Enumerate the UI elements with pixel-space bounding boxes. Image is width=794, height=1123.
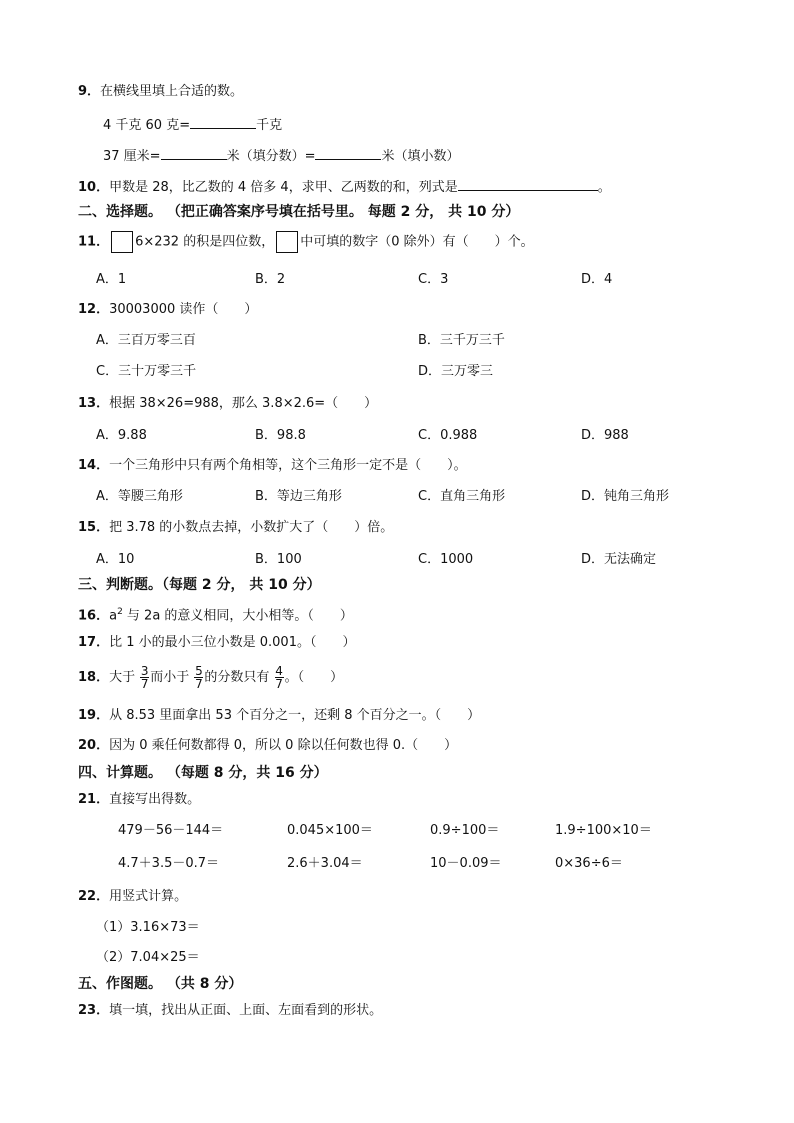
calc-item: （2）7.04×25＝ bbox=[96, 950, 200, 965]
question-number: 15． bbox=[78, 520, 110, 535]
numerator: 3 bbox=[140, 664, 149, 678]
question-text: 一个三角形中只有两个角相等，这个三角形一定不是（ ）。 bbox=[109, 458, 467, 473]
option-c[interactable]: C．三十万零三千 bbox=[96, 364, 197, 379]
answer-blank[interactable] bbox=[458, 176, 598, 191]
question-text: 因为 0 乘任何数都得 0，所以 0 除以任何数也得 0.（ ） bbox=[109, 738, 458, 753]
calc-item: 2.6＋3.04＝ bbox=[287, 856, 363, 871]
question-14 bbox=[78, 457, 467, 475]
denominator: 7 bbox=[275, 677, 283, 691]
option-a[interactable]: A．等腰三角形 bbox=[96, 489, 183, 504]
section-4-heading: 四、计算题。 （每题 8 分，共 16 分） bbox=[78, 765, 328, 781]
question-text: 。 bbox=[597, 180, 611, 195]
calc-item: 0.9÷100＝ bbox=[430, 823, 500, 838]
question-text: 直接写出得数。 bbox=[109, 792, 201, 807]
question-21 bbox=[78, 791, 200, 809]
option-a[interactable]: A．三百万零三百 bbox=[96, 333, 196, 348]
question-text: 与 2a 的意义相同，大小相等。（ ） bbox=[122, 608, 353, 624]
question-9 bbox=[78, 83, 243, 101]
question-number: 20． bbox=[78, 738, 110, 753]
option-b[interactable]: B．2 bbox=[255, 272, 286, 287]
question-12 bbox=[78, 301, 257, 319]
calc-item: 1.9÷100×10＝ bbox=[555, 823, 652, 838]
question-text: 根据 38×26=988，那么 3.8×2.6=（ ） bbox=[109, 396, 378, 411]
question-text: 大于 bbox=[109, 670, 136, 685]
section-5-heading: 五、作图题。 （共 8 分） bbox=[78, 976, 243, 992]
calc-item: 0×36÷6＝ bbox=[555, 856, 623, 871]
answer-blank[interactable] bbox=[161, 145, 227, 160]
question-13 bbox=[78, 395, 377, 413]
fraction bbox=[275, 665, 284, 690]
option-b[interactable]: B．98.8 bbox=[255, 428, 306, 443]
option-d[interactable]: D．无法确定 bbox=[581, 552, 657, 567]
option-c[interactable]: C．0.988 bbox=[418, 428, 478, 443]
question-23 bbox=[78, 1002, 382, 1020]
answer-box[interactable] bbox=[276, 231, 298, 253]
calc-item: 10－0.09＝ bbox=[430, 856, 502, 871]
question-number: 19． bbox=[78, 708, 110, 723]
fill-text: 37 厘米= bbox=[103, 149, 161, 164]
question-text: 中可填的数字（0 除外）有（ ）个。 bbox=[300, 234, 534, 250]
option-a[interactable]: A．9.88 bbox=[96, 428, 147, 443]
question-number: 11． bbox=[78, 234, 110, 250]
question-text: 而小于 bbox=[150, 670, 190, 685]
option-a[interactable]: A．1 bbox=[96, 272, 127, 287]
denominator: 7 bbox=[195, 677, 203, 691]
question-19 bbox=[78, 707, 480, 725]
answer-box[interactable] bbox=[111, 231, 133, 253]
question-20 bbox=[78, 737, 457, 755]
question-number: 18． bbox=[78, 670, 110, 685]
option-d[interactable]: D．4 bbox=[581, 272, 613, 287]
calc-item: 0.045×100＝ bbox=[287, 823, 373, 838]
question-text: 从 8.53 里面拿出 53 个百分之一，还剩 8 个百分之一。（ ） bbox=[109, 708, 481, 723]
question-number: 12． bbox=[78, 302, 110, 317]
question-number: 9． bbox=[78, 84, 101, 99]
denominator: 7 bbox=[140, 677, 149, 691]
option-d[interactable]: D．988 bbox=[581, 428, 629, 443]
option-b[interactable]: B．100 bbox=[255, 552, 302, 567]
answer-blank[interactable] bbox=[315, 145, 381, 160]
question-number: 13． bbox=[78, 396, 110, 411]
question-number: 16． bbox=[78, 608, 110, 624]
calc-item: 479－56－144＝ bbox=[118, 823, 224, 838]
question-number: 23． bbox=[78, 1003, 110, 1018]
question-15 bbox=[78, 519, 393, 537]
fill-text: 4 千克 60 克= bbox=[103, 118, 191, 133]
calc-item: 4.7＋3.5－0.7＝ bbox=[118, 856, 220, 871]
fill-text: 米（填小数） bbox=[381, 149, 460, 164]
variable: a bbox=[109, 608, 118, 624]
question-text: 6×232 的积是四位数， bbox=[135, 234, 275, 250]
option-d[interactable]: D．三万零三 bbox=[418, 364, 494, 379]
numerator: 4 bbox=[275, 664, 283, 678]
question-9-line-1 bbox=[103, 114, 282, 135]
question-9-line-2 bbox=[103, 145, 460, 166]
question-text: 填一填，找出从正面、上面、左面看到的形状。 bbox=[109, 1003, 383, 1018]
question-16 bbox=[78, 603, 353, 625]
question-number: 10． bbox=[78, 180, 110, 195]
question-11 bbox=[78, 231, 534, 253]
option-b[interactable]: B．等边三角形 bbox=[255, 489, 342, 504]
fraction bbox=[140, 665, 149, 690]
section-2-heading: 二、选择题。 （把正确答案序号填在括号里。 每题 2 分， 共 10 分） bbox=[78, 204, 520, 220]
question-text: 。（ ） bbox=[284, 670, 344, 685]
answer-blank[interactable] bbox=[190, 114, 256, 129]
question-text: 把 3.78 的小数点去掉，小数扩大了（ ）倍。 bbox=[109, 520, 394, 535]
question-18 bbox=[78, 662, 343, 694]
option-c[interactable]: C．1000 bbox=[418, 552, 474, 567]
option-b[interactable]: B．三千万三千 bbox=[418, 333, 505, 348]
calc-item: （1）3.16×73＝ bbox=[96, 920, 200, 935]
question-number: 21． bbox=[78, 792, 110, 807]
option-d[interactable]: D．钝角三角形 bbox=[581, 489, 670, 504]
option-c[interactable]: C．3 bbox=[418, 272, 449, 287]
question-text: 比 1 小的最小三位小数是 0.001。（ ） bbox=[109, 635, 356, 650]
question-text: 的分数只有 bbox=[204, 670, 270, 685]
option-c[interactable]: C．直角三角形 bbox=[418, 489, 506, 504]
section-3-heading: 三、判断题。（每题 2 分， 共 10 分） bbox=[78, 577, 321, 593]
question-17 bbox=[78, 634, 355, 652]
question-10 bbox=[78, 176, 611, 197]
question-number: 17． bbox=[78, 635, 110, 650]
exponent: 2 bbox=[117, 607, 123, 617]
fraction bbox=[194, 665, 203, 690]
question-text: 甲数是 28，比乙数的 4 倍多 4，求甲、乙两数的和，列式是 bbox=[109, 180, 458, 195]
question-text: 用竖式计算。 bbox=[109, 889, 188, 904]
question-text: 在横线里填上合适的数。 bbox=[100, 84, 244, 99]
option-a[interactable]: A．10 bbox=[96, 552, 135, 567]
numerator: 5 bbox=[195, 664, 203, 678]
fill-text: 米（填分数）= bbox=[226, 149, 316, 164]
question-22 bbox=[78, 888, 187, 906]
question-number: 22． bbox=[78, 889, 110, 904]
question-text: 30003000 读作（ ） bbox=[109, 302, 258, 317]
fill-text: 千克 bbox=[256, 118, 283, 133]
question-number: 14． bbox=[78, 458, 110, 473]
